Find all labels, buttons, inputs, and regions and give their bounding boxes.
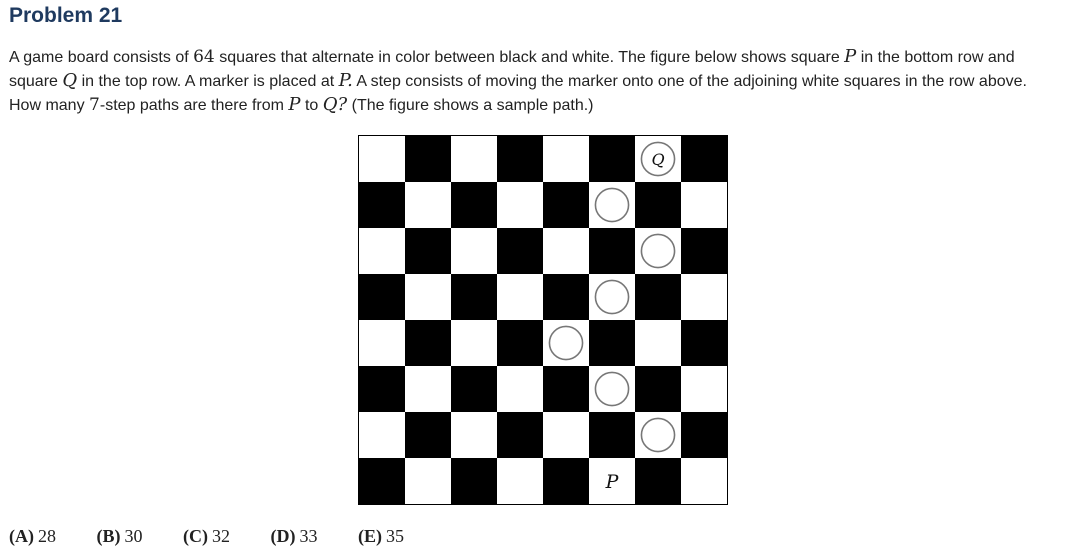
- white-square: [405, 182, 451, 228]
- black-square: [635, 182, 681, 228]
- black-square: [589, 320, 635, 366]
- path-marker-circle: [595, 280, 628, 313]
- white-square: [359, 228, 405, 274]
- black-square: [359, 458, 405, 504]
- black-square: [359, 366, 405, 412]
- square-q-label: Q: [651, 150, 665, 169]
- checkerboard-svg: [359, 136, 727, 504]
- white-square: [405, 366, 451, 412]
- black-square: [451, 274, 497, 320]
- white-square: [543, 412, 589, 458]
- black-square: [359, 274, 405, 320]
- math-7: 7: [89, 95, 100, 115]
- white-square: [451, 228, 497, 274]
- choice-letter: (E): [358, 526, 382, 546]
- choice-value: 28: [38, 526, 56, 546]
- text-segment: (The figure shows a sample path.): [347, 97, 594, 114]
- white-square: [359, 136, 405, 182]
- text-segment: squares that alternate in color between black and white. The figure below shows square: [214, 49, 845, 66]
- white-square: [497, 458, 543, 504]
- black-square: [405, 320, 451, 366]
- text-segment: How many: [9, 97, 90, 114]
- choice-value: 32: [212, 526, 230, 546]
- text-segment: square: [9, 73, 63, 90]
- math-p: P: [288, 94, 301, 115]
- choice-letter: (C): [183, 526, 208, 546]
- black-square: [681, 228, 727, 274]
- path-marker-circle: [595, 372, 628, 405]
- white-square: [681, 458, 727, 504]
- white-square: [543, 136, 589, 182]
- black-square: [405, 412, 451, 458]
- black-square: [589, 228, 635, 274]
- text-segment: in the top row. A marker is placed at: [77, 73, 339, 90]
- choice-e[interactable]: [358, 526, 404, 547]
- math-p: P: [844, 46, 857, 67]
- white-square: [451, 320, 497, 366]
- black-square: [589, 412, 635, 458]
- black-square: [405, 228, 451, 274]
- white-square: [451, 136, 497, 182]
- white-square: [405, 458, 451, 504]
- text-segment: -step paths are there from: [99, 97, 289, 114]
- choice-value: 35: [386, 526, 404, 546]
- math-p: P.: [338, 70, 353, 91]
- choice-letter: (B): [96, 526, 121, 546]
- black-square: [635, 274, 681, 320]
- white-square: [497, 366, 543, 412]
- text-segment: in the bottom row and: [856, 49, 1015, 66]
- black-square: [451, 366, 497, 412]
- math-q: Q?: [322, 94, 348, 115]
- black-square: [681, 136, 727, 182]
- black-square: [497, 136, 543, 182]
- black-square: [405, 136, 451, 182]
- black-square: [543, 458, 589, 504]
- black-square: [635, 366, 681, 412]
- white-square: [359, 320, 405, 366]
- black-square: [543, 182, 589, 228]
- choice-value: 33: [299, 526, 318, 546]
- black-square: [359, 182, 405, 228]
- choice-value: 30: [124, 526, 143, 546]
- white-square: [681, 366, 727, 412]
- checkerboard-figure: [358, 135, 728, 505]
- white-square: [635, 320, 681, 366]
- choice-c[interactable]: [183, 526, 230, 547]
- white-square: [497, 182, 543, 228]
- problem-title: Problem 21: [9, 4, 123, 27]
- black-square: [497, 412, 543, 458]
- choice-letter: (A): [9, 526, 34, 546]
- text-segment: to: [300, 97, 323, 114]
- choice-letter: (D): [270, 526, 296, 546]
- black-square: [589, 136, 635, 182]
- square-p-label: P: [605, 471, 619, 493]
- path-marker-circle: [549, 326, 582, 359]
- black-square: [543, 274, 589, 320]
- choice-a[interactable]: [9, 526, 56, 547]
- text-segment: A game board consists of: [9, 49, 194, 66]
- path-marker-circle: [641, 418, 674, 451]
- black-square: [451, 458, 497, 504]
- white-square: [451, 412, 497, 458]
- math-64: 64: [193, 47, 215, 67]
- path-marker-circle: [595, 188, 628, 221]
- math-q: Q: [62, 70, 78, 91]
- black-square: [543, 366, 589, 412]
- white-square: [681, 182, 727, 228]
- black-square: [497, 228, 543, 274]
- black-square: [497, 320, 543, 366]
- choice-d[interactable]: [271, 526, 318, 547]
- white-square: [405, 274, 451, 320]
- black-square: [451, 182, 497, 228]
- path-marker-circle: [641, 234, 674, 267]
- white-square: [543, 228, 589, 274]
- problem-statement: [9, 45, 1075, 117]
- white-square: [681, 274, 727, 320]
- black-square: [681, 320, 727, 366]
- white-square: [359, 412, 405, 458]
- choice-b[interactable]: [97, 526, 143, 547]
- answer-choices: [9, 526, 440, 547]
- white-square: [497, 274, 543, 320]
- text-segment: A step consists of moving the marker onto one of the adjoining white squares in the row above.: [352, 73, 1027, 90]
- black-square: [681, 412, 727, 458]
- black-square: [635, 458, 681, 504]
